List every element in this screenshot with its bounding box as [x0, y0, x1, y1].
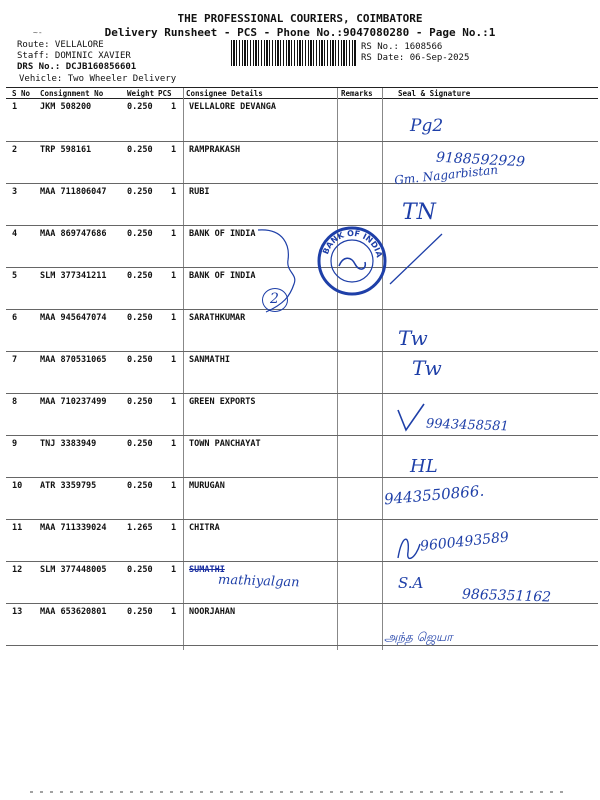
cell-pcs: 1 — [171, 102, 177, 112]
cell-consignment: TRP 598161 — [40, 145, 92, 155]
cell-sno: 12 — [12, 565, 23, 575]
handwritten-phone: 9188592929 — [435, 149, 526, 171]
cell-consignee: BANK OF INDIA — [189, 229, 256, 239]
handwritten-phone: 9943458581 — [425, 416, 509, 435]
cell-pcs: 1 — [171, 439, 177, 449]
cell-consignment: MAA 711339024 — [40, 523, 107, 533]
cell-consignment: MAA 710237499 — [40, 397, 107, 407]
cell-consignee: RAMPRAKASH — [189, 145, 241, 155]
cell-consignee: RUBI — [189, 187, 210, 197]
handwritten-name: அந்த ஜெயா — [384, 630, 453, 644]
cell-consignment: JKM 508200 — [40, 102, 92, 112]
cell-consignee: SUMATHI — [189, 565, 225, 575]
cell-sno: 6 — [12, 313, 18, 323]
cell-pcs: 1 — [171, 271, 177, 281]
table-top-rule — [6, 87, 598, 88]
cell-sno: 3 — [12, 187, 18, 197]
table-row — [0, 604, 600, 645]
cell-weight: 0.250 — [127, 102, 153, 112]
rs-number: RS No.: 1608566 — [361, 42, 443, 52]
cell-weight: 0.250 — [127, 145, 153, 155]
cell-weight: 0.250 — [127, 313, 153, 323]
staff-label: Staff: DOMINIC XAVIER — [17, 51, 131, 61]
col-weight: Weight — [127, 89, 155, 98]
handwritten-phone: 9443550866. — [383, 481, 485, 509]
cell-consignee: BANK OF INDIA — [189, 271, 256, 281]
runsheet-title: Delivery Runsheet - PCS - Phone No.:9047080280 - Page No.:1 — [104, 26, 496, 39]
bank-stamp — [317, 226, 387, 296]
cell-pcs: 1 — [171, 481, 177, 491]
cell-consignee: VELLALORE DEVANGA — [189, 102, 276, 112]
cell-weight: 0.250 — [127, 229, 153, 239]
stamp-stroke — [386, 232, 446, 288]
cell-sno: 5 — [12, 271, 18, 281]
barcode — [231, 40, 357, 66]
cell-consignment: MAA 945647074 — [40, 313, 107, 323]
route-label: Route: VELLALORE — [17, 40, 104, 50]
cell-sno: 2 — [12, 145, 18, 155]
cell-consignment: MAA 870531065 — [40, 355, 107, 365]
cell-consignment: TNJ 3383949 — [40, 439, 97, 449]
table-row — [0, 184, 600, 225]
cell-consignee: TOWN PANCHAYAT — [189, 439, 261, 449]
company-title: THE PROFESSIONAL COURIERS, COIMBATORE — [177, 12, 423, 25]
cell-weight: 0.250 — [127, 565, 153, 575]
cell-consignee: GREEN EXPORTS — [189, 397, 256, 407]
cell-consignment: SLM 377341211 — [40, 271, 107, 281]
scribble-mark: ~- — [33, 28, 43, 37]
table-row — [0, 436, 600, 477]
svg-text:BANK OF INDIA — [321, 229, 384, 259]
handwritten-name: mathiyalgan — [217, 572, 300, 591]
cell-consignee: SARATHKUMAR — [189, 313, 246, 323]
cell-pcs: 1 — [171, 523, 177, 533]
handwritten-signature: HL — [410, 456, 438, 477]
cell-sno: 8 — [12, 397, 18, 407]
col-remarks: Remarks — [341, 89, 373, 98]
cell-weight: 0.250 — [127, 355, 153, 365]
handwritten-signature: TN — [402, 200, 436, 225]
row-rule — [6, 645, 598, 646]
circled-count-number: 2 — [270, 291, 279, 307]
cell-pcs: 1 — [171, 355, 177, 365]
handwritten-signature: Tw — [412, 356, 442, 380]
scan-artifact-line — [30, 790, 570, 794]
table-row — [0, 99, 600, 140]
cell-pcs: 1 — [171, 565, 177, 575]
col-seal-signature: Seal & Signature — [398, 89, 471, 98]
col-consignee: Consignee Details — [186, 89, 263, 98]
cell-consignment: ATR 3359795 — [40, 481, 97, 491]
handwritten-signature: Pg2 — [410, 116, 444, 136]
handwritten-signature: Tw — [398, 326, 428, 350]
handwritten-scribble — [394, 528, 424, 568]
cell-sno: 10 — [12, 481, 23, 491]
cell-weight: 0.250 — [127, 271, 153, 281]
cell-consignee: CHITRA — [189, 523, 220, 533]
cell-pcs: 1 — [171, 229, 177, 239]
cell-weight: 0.250 — [127, 481, 153, 491]
handwritten-phone: 9600493589 — [419, 529, 510, 555]
col-consignment: Consignment No — [40, 89, 104, 98]
col-pcs: PCS — [158, 89, 172, 98]
cell-sno: 7 — [12, 355, 18, 365]
drs-number: DRS No.: DCJB160856601 — [17, 62, 137, 72]
cell-consignment: MAA 653620801 — [40, 607, 107, 617]
cell-weight: 1.265 — [127, 523, 153, 533]
rs-date: RS Date: 06-Sep-2025 — [361, 53, 470, 63]
cell-sno: 1 — [12, 102, 18, 112]
cell-consignment: MAA 711806047 — [40, 187, 107, 197]
cell-sno: 4 — [12, 229, 18, 239]
stamp-text: BANK OF INDIA — [321, 228, 384, 259]
cell-consignee: MURUGAN — [189, 481, 225, 491]
col-sno: S No — [12, 89, 31, 98]
cell-pcs: 1 — [171, 607, 177, 617]
cell-sno: 13 — [12, 607, 23, 617]
handwritten-name: Gm. Nagarbistan — [393, 162, 499, 188]
cell-weight: 0.250 — [127, 397, 153, 407]
cell-pcs: 1 — [171, 145, 177, 155]
cell-pcs: 1 — [171, 313, 177, 323]
cell-consignment: MAA 869747686 — [40, 229, 107, 239]
cell-consignment: SLM 377448005 — [40, 565, 107, 575]
table-row — [0, 352, 600, 393]
cell-pcs: 1 — [171, 187, 177, 197]
table-row — [0, 394, 600, 435]
vehicle-label: Vehicle: Two Wheeler Delivery — [19, 74, 177, 84]
handwritten-phone: 9865351162 — [461, 586, 552, 606]
cell-sno: 11 — [12, 523, 23, 533]
cell-sno: 9 — [12, 439, 18, 449]
cell-consignee: NOORJAHAN — [189, 607, 236, 617]
table-row — [0, 478, 600, 519]
cell-weight: 0.250 — [127, 187, 153, 197]
table-row — [0, 520, 600, 561]
circled-count — [262, 288, 288, 312]
cell-weight: 0.250 — [127, 439, 153, 449]
cell-consignee: SANMATHI — [189, 355, 230, 365]
cell-pcs: 1 — [171, 397, 177, 407]
cell-weight: 0.250 — [127, 607, 153, 617]
handwritten-signature: S.A — [398, 574, 424, 592]
